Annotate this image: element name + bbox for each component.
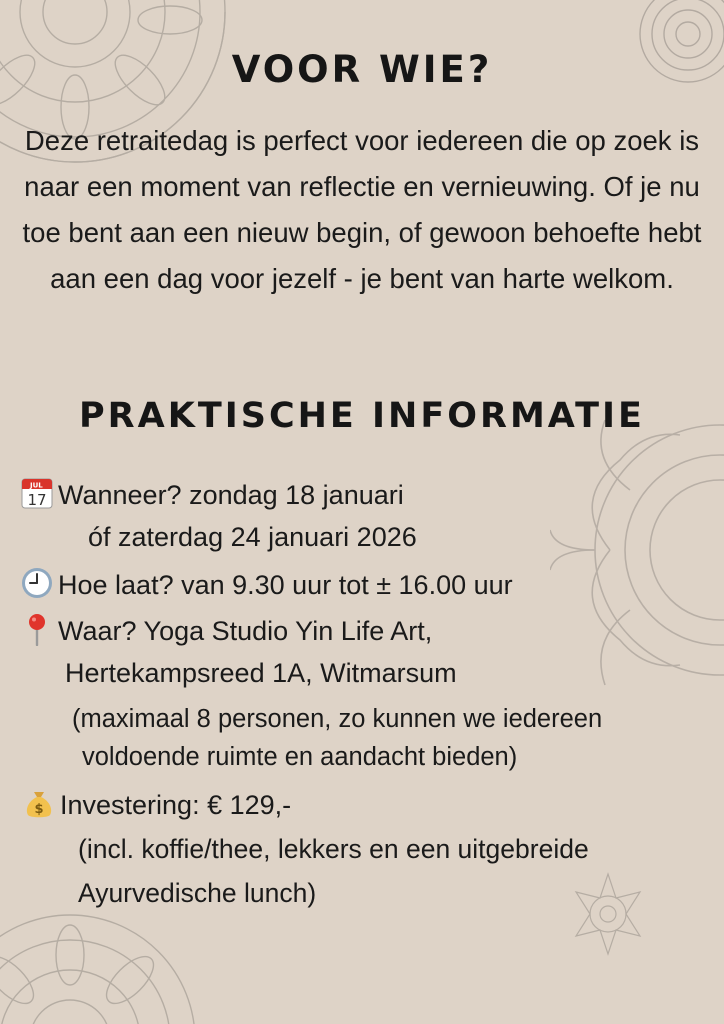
praktische-informatie-heading: PRAKTISCHE INFORMATIE (79, 396, 645, 436)
calendar-icon (20, 476, 54, 510)
waar-line-1 (20, 612, 432, 648)
intro-paragraph: Deze retraitedag is perfect voor iedereen die op zoek is naar een moment van reflectie en vernieuwing. Of je nu toe bent aan een nieuw begin, of gewoon behoefte hebt aan een dag voor jezelf - je bent van harte welkom. (22, 125, 702, 294)
hoelaat-text: Hoe laat? van 9.30 uur tot ± 16.00 uur (58, 570, 513, 600)
investering-line-3: Ayurvedische lunch) (78, 878, 317, 908)
calendar-day-label: 17 (27, 491, 47, 509)
mandala-right-ornament (550, 400, 724, 710)
wanneer-line-2: óf zaterdag 24 januari 2026 (88, 522, 417, 552)
waar-text: Waar? Yoga Studio Yin Life Art, (58, 616, 433, 646)
voor-wie-heading: VOOR WIE? (231, 48, 493, 91)
pin-icon (20, 612, 54, 646)
mandala-bottom-right-ornament (560, 870, 660, 960)
svg-text:$: $ (34, 802, 44, 817)
clock-icon (20, 566, 54, 600)
wanneer-line-1 (20, 476, 404, 512)
calendar-month-label: JUL (30, 481, 43, 490)
waar-line-4: voldoende ruimte en aandacht bieden) (82, 743, 518, 771)
hoelaat-line (20, 566, 513, 602)
investering-line-1 (22, 786, 291, 822)
waar-line-3: (maximaal 8 personen, zo kunnen we iedereen (72, 705, 603, 733)
investering-line-2: (incl. koffie/thee, lekkers en een uitgebreide (78, 834, 589, 864)
money-bag-icon (22, 786, 56, 820)
wanneer-text: Wanneer? zondag 18 januari (58, 480, 404, 510)
investering-text: Investering: € 129,- (60, 790, 292, 820)
waar-line-2: Hertekampsreed 1A, Witmarsum (65, 658, 457, 688)
